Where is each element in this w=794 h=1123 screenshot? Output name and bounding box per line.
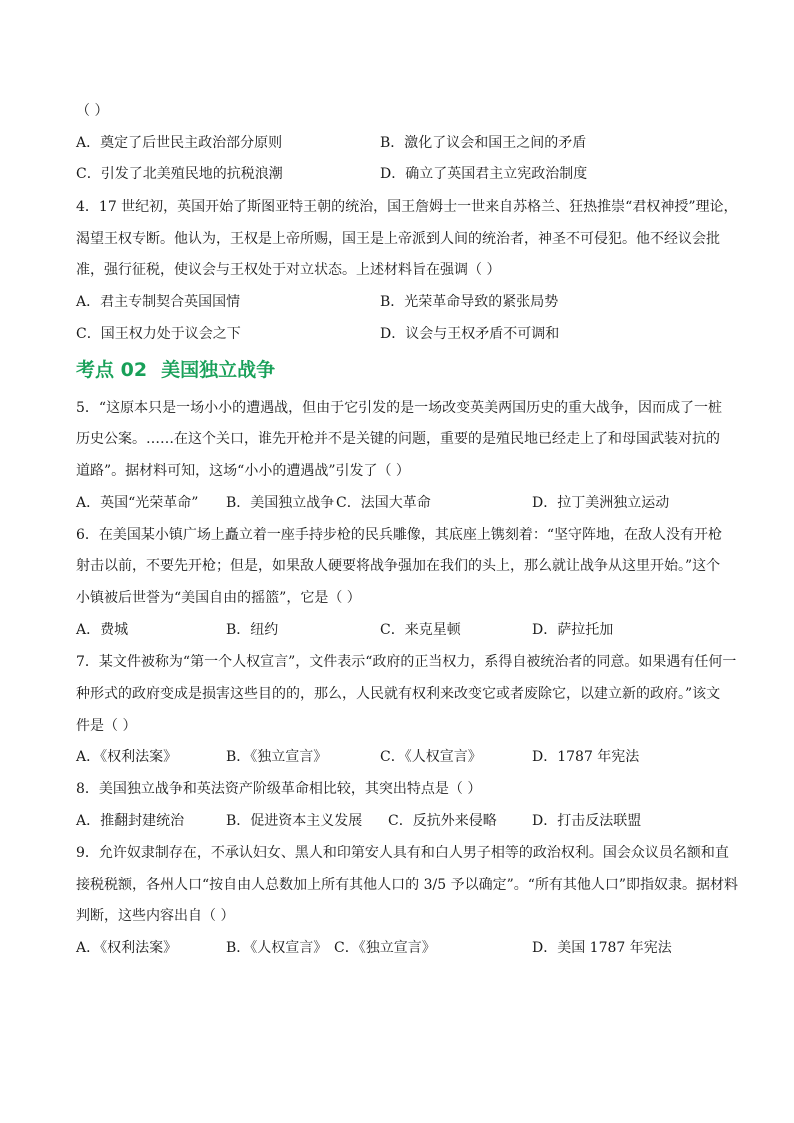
q4-option-d[interactable]: D．议会与王权矛盾不可调和 xyxy=(380,326,560,342)
q6-option-a[interactable]: A．费城 xyxy=(76,622,129,638)
q5-stem-line-2: 历史公案。……在这个关口，谁先开枪并不是关键的问题，重要的是殖民地已经走上了和母国武装对抗的 xyxy=(76,431,720,447)
q3-option-a[interactable]: A．奠定了后世民主政治部分原则 xyxy=(76,135,283,151)
q4-option-b[interactable]: B．光荣革命导致的紧张局势 xyxy=(380,294,559,310)
q7-option-c[interactable]: C．《人权宣言》 xyxy=(380,749,482,765)
q5-option-d[interactable]: D．拉丁美洲独立运动 xyxy=(532,495,670,511)
q6-option-c[interactable]: C．来克星顿 xyxy=(380,622,461,638)
q9-stem-line-1: 9．允许奴隶制存在，不承认妇女、黑人和印第安人具有和白人男子相等的政治权利。国会众议员名额和直 xyxy=(76,845,729,861)
q8-stem-line-1: 8．美国独立战争和英法资产阶级革命相比较，其突出特点是（ ） xyxy=(76,781,482,797)
q4-option-a[interactable]: A．君主专制契合英国国情 xyxy=(76,294,241,310)
q6-stem-line-1: 6．在美国某小镇广场上矗立着一座手持步枪的民兵雕像，其底座上镌刻着：“坚守阵地，在敌人没有开枪 xyxy=(76,527,723,543)
q9-option-c[interactable]: C．《独立宣言》 xyxy=(334,940,436,956)
q6-stem-line-2: 射击以前，不要先开枪；但是，如果敌人硬要将战争强加在我们的头上，那么就让战争从这里开始。”这个 xyxy=(76,558,721,574)
q3-stem-tail: （ ） xyxy=(76,103,109,119)
section-heading xyxy=(76,356,275,384)
q6-option-b[interactable]: B．纽约 xyxy=(226,622,279,638)
q6-option-d[interactable]: D．萨拉托加 xyxy=(532,622,614,638)
q7-stem-line-3: 件是（ ） xyxy=(76,718,137,734)
q5-stem-line-3: 道路”。据材料可知，这场“小小的遭遇战”引发了（ ） xyxy=(76,463,410,479)
q7-stem-line-2: 种形式的政府变成是损害这些目的的，那么，人民就有权利来改变它或者废除它，以建立新的政府。”该文 xyxy=(76,686,721,702)
q5-option-a[interactable]: A．英国“光荣革命” xyxy=(76,495,199,511)
q4-stem-line-2: 渴望王权专断。他认为，王权是上帝所赐，国王是上帝派到人间的统治者，神圣不可侵犯。他不经议会批 xyxy=(76,231,720,247)
q3-option-d[interactable]: D．确立了英国君主立宪政治制度 xyxy=(380,166,588,182)
q3-option-c[interactable]: C．引发了北美殖民地的抗税浪潮 xyxy=(76,166,283,182)
q8-option-d[interactable]: D．打击反法联盟 xyxy=(532,813,642,829)
q5-option-c[interactable]: C．法国大革命 xyxy=(336,495,431,511)
q7-option-b[interactable]: B．《独立宣言》 xyxy=(226,749,328,765)
q3-option-b[interactable]: B．激化了议会和国王之间的矛盾 xyxy=(380,135,587,151)
q9-stem-line-3: 判断，这些内容出自（ ） xyxy=(76,908,235,924)
q9-option-d[interactable]: D．美国 1787 年宪法 xyxy=(532,940,672,956)
q5-stem-line-1: 5．“这原本只是一场小小的遭遇战，但由于它引发的是一场改变英美两国历史的重大战争，因而成了一桩 xyxy=(76,400,723,416)
q8-option-b[interactable]: B．促进资本主义发展 xyxy=(226,813,363,829)
q5-option-b[interactable]: B．美国独立战争 xyxy=(226,495,335,511)
q8-option-a[interactable]: A．推翻封建统治 xyxy=(76,813,185,829)
q9-stem-line-2: 接税税额，各州人口“按自由人总数加上所有其他人口的 3/5 予以确定”。“所有其他人口”即指奴隶。据材料 xyxy=(76,877,739,893)
q9-option-a[interactable]: A．《权利法案》 xyxy=(76,940,178,956)
q4-option-c[interactable]: C．国王权力处于议会之下 xyxy=(76,326,241,342)
q7-option-d[interactable]: D．1787 年宪法 xyxy=(532,749,640,765)
q7-option-a[interactable]: A．《权利法案》 xyxy=(76,749,178,765)
q4-stem-line-1: 4．17 世纪初，英国开始了斯图亚特王朝的统治，国王詹姆士一世来自苏格兰、狂热推崇“君权神授”理论， xyxy=(76,199,738,215)
section-label: 考点 02 xyxy=(76,359,148,381)
q6-stem-line-3: 小镇被后世誉为“美国自由的摇篮”，它是（ ） xyxy=(76,590,361,606)
section-title: 美国独立战争 xyxy=(161,359,276,381)
q7-stem-line-1: 7．某文件被称为“第一个人权宣言”，文件表示“政府的正当权力，系得自被统治者的同意。如果遇有任何一 xyxy=(76,654,737,670)
q4-stem-line-3: 准，强行征税，使议会与王权处于对立状态。上述材料旨在强调（ ） xyxy=(76,262,501,278)
q8-option-c[interactable]: C．反抗外来侵略 xyxy=(388,813,497,829)
q9-option-b[interactable]: B．《人权宣言》 xyxy=(226,940,328,956)
